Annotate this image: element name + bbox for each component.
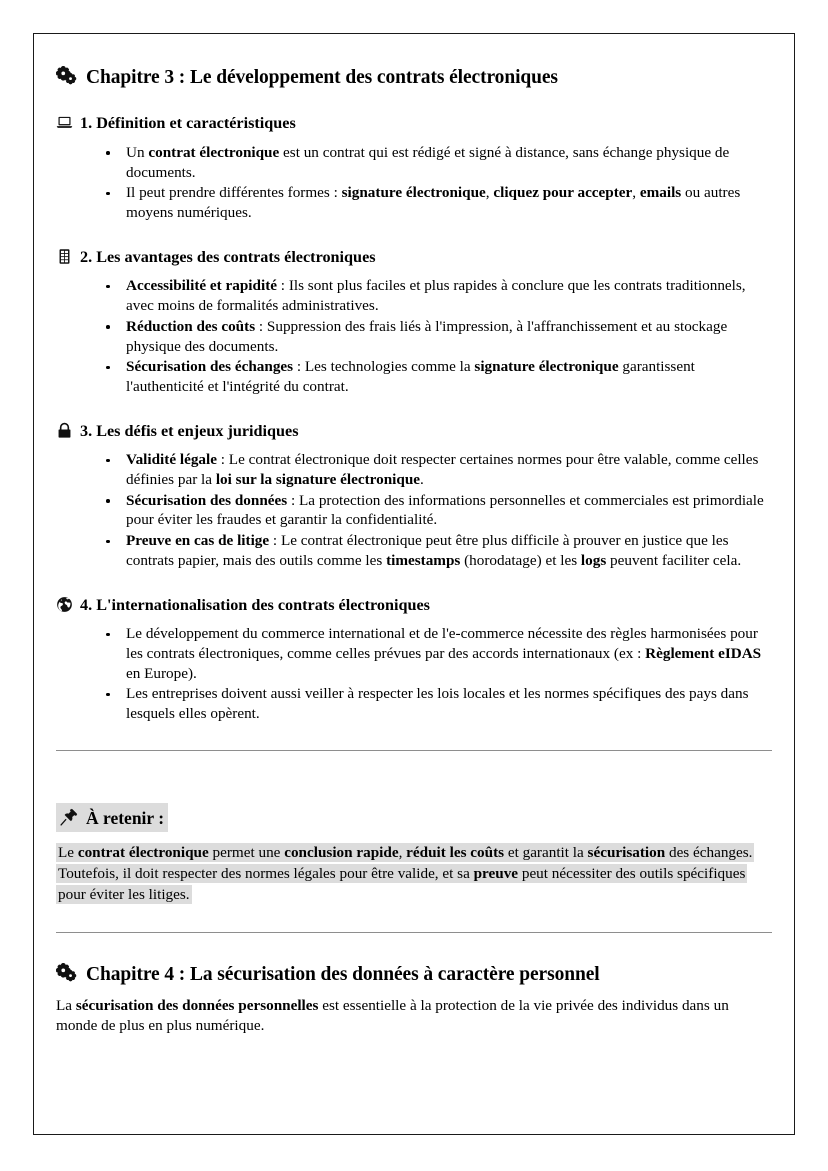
section-3-title: 3. Les défis et enjeux juridiques (80, 421, 299, 440)
puzzle-piece-icon (56, 962, 77, 983)
retain-heading (56, 803, 168, 832)
section-divider-1 (56, 750, 772, 751)
bullet-text: Validité légale : Le contrat électronique doit respecter certaines normes pour être valable, comme celles définies par la loi sur la signature électronique. (126, 451, 759, 488)
chapter-4-title: Chapitre 4 : La sécurisation des données à caractère personnel (86, 963, 600, 985)
retain-paragraph (56, 843, 772, 906)
list-item (104, 684, 772, 724)
list-item (104, 491, 772, 531)
bullet-text: Un contrat électronique est un contrat qui est rédigé et signé à distance, sans échange physique de documents. (126, 143, 730, 181)
list-item (104, 317, 772, 357)
section-2-bullets (56, 276, 772, 397)
bullet-text: Le développement du commerce international et de l'e-commerce nécessite des règles harmonisées pour les contrats électroniques, comme celles prévues par des accords internationaux (ex : Règlement eIDAS en Europe). (126, 625, 762, 682)
bullet-text: Sécurisation des données : La protection des informations personnelles et commerciales est primordiale pour éviter les fraudes et garantir la confidentialité. (126, 491, 764, 529)
laptop-icon (56, 114, 73, 131)
bullet-text: Preuve en cas de litige : Le contrat électronique peut être plus difficile à prouver en justice que les contrats papier, mais des outils comme les timestamps (horodatage) et les logs peuvent faciliter cela. (126, 532, 742, 569)
retain-paragraph-text: Le contrat électronique permet une conclusion rapide, réduit les coûts et garantit la sécurisation des échanges. Toutefois, il doit respecter des normes légales pour être valide, et sa preuve peut nécessiter des outils spécifiques pour éviter les litiges. (58, 843, 753, 903)
retain-block (56, 777, 772, 906)
paragraph-text: La sécurisation des données personnelles est essentielle à la protection de la vie privée des individus dans un monde de plus en plus numérique. (56, 996, 729, 1034)
list-item (104, 357, 772, 397)
section-1-bullets (56, 143, 772, 223)
list-item (104, 276, 772, 316)
list-item (104, 531, 772, 571)
section-4-bullets (56, 624, 772, 724)
retain-heading-text: À retenir : (86, 807, 165, 828)
section-1-title: 1. Définition et caractéristiques (80, 114, 296, 133)
section-4-title: 4. L'internationalisation des contrats électroniques (80, 595, 430, 614)
ledger-icon (56, 248, 73, 265)
document-body (56, 62, 772, 1035)
chapter-3-heading (56, 62, 772, 89)
bullet-text: Réduction des coûts : Suppression des frais liés à l'impression, à l'affranchissement et au stockage physique des documents. (126, 317, 728, 355)
bullet-text: Accessibilité et rapidité : Ils sont plus faciles et plus rapides à conclure que les contrats traditionnels, avec moins de formalités administratives. (126, 277, 746, 315)
list-item (104, 183, 772, 223)
bullet-text: Les entreprises doivent aussi veiller à respecter les lois locales et les normes spécifiques des pays dans lesquels elles opèrent. (126, 685, 749, 723)
section-4-heading (56, 593, 772, 615)
chapter-4-heading (56, 959, 772, 986)
section-2-title: 2. Les avantages des contrats électroniques (80, 247, 376, 266)
section-divider-2 (56, 932, 772, 933)
chapter-4-paragraph (56, 996, 772, 1036)
list-item (104, 450, 772, 490)
section-3-heading (56, 419, 772, 441)
section-3-bullets (56, 450, 772, 571)
document-page (33, 33, 795, 1135)
chapter-3-title: Chapitre 3 : Le développement des contrats électroniques (86, 67, 558, 88)
bullet-text: Sécurisation des échanges : Les technologies comme la signature électronique garantissent l'authenticité et l'intégrité du contrat. (126, 358, 695, 396)
list-item (104, 143, 772, 183)
puzzle-piece-icon (56, 65, 77, 86)
padlock-icon (56, 422, 73, 439)
section-2-heading (56, 245, 772, 267)
section-1-heading (56, 111, 772, 133)
list-item (104, 624, 772, 683)
globe-icon (56, 596, 73, 613)
bullet-text: Il peut prendre différentes formes : signature électronique, cliquez pour accepter, emails ou autres moyens numériques. (126, 184, 741, 222)
pushpin-icon (59, 808, 78, 827)
